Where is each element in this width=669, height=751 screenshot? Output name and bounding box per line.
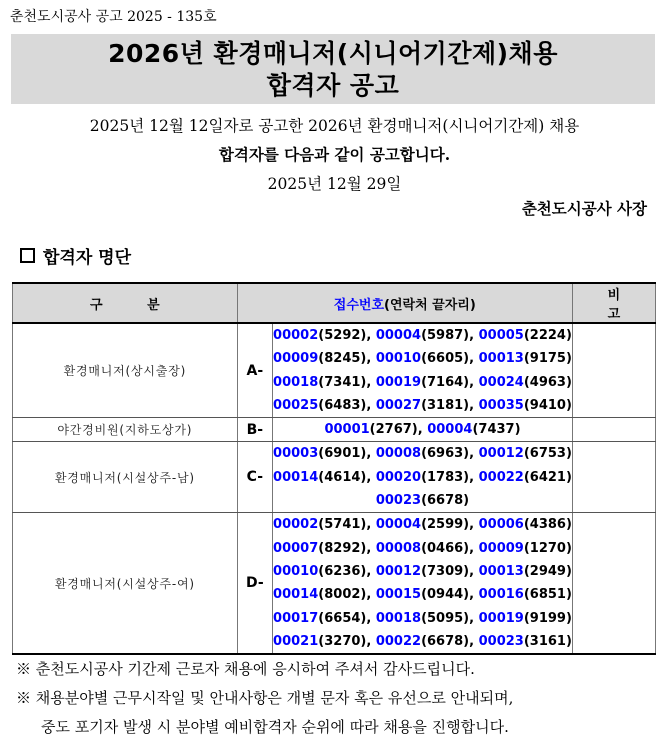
receipt-number: 00022 (478, 469, 524, 485)
receipt-number: 00013 (478, 351, 524, 367)
applicant-line (273, 466, 572, 489)
division-cell: 환경매니저(상시출장) (13, 323, 238, 418)
contact-digits: (2767), (369, 422, 423, 438)
receipt-number: 00018 (273, 374, 319, 390)
applicant-list-cell (273, 418, 573, 442)
applicant-line (273, 418, 572, 441)
receipt-number: 00019 (375, 374, 422, 390)
receipt-number: 00016 (478, 587, 524, 603)
receipt-number: 00004 (375, 517, 422, 533)
receipt-number: 00006 (478, 517, 524, 533)
table-row (13, 323, 656, 418)
contact-digits: (2599), (421, 517, 475, 533)
contact-digits: (8292), (318, 540, 372, 556)
contact-digits: (3161) (523, 633, 572, 649)
intro-line-2: 합격자를 다음과 같이 공고합니다. (218, 145, 451, 164)
receipt-number: 00012 (375, 563, 422, 579)
section-heading (20, 243, 131, 268)
footer-notes (16, 655, 513, 742)
contact-digits: (6678) (421, 493, 470, 509)
applicant-line (273, 324, 572, 347)
note-notice-continued: 중도 포기자 발생 시 분야별 예비합격자 순위에 따라 채용을 진행합니다. (41, 718, 509, 736)
receipt-number: 00023 (478, 633, 524, 649)
division-cell: 야간경비원(지하도상가) (13, 418, 238, 442)
contact-digits: (9410) (523, 397, 572, 413)
table-row (13, 442, 656, 513)
receipt-number: 00019 (478, 610, 524, 626)
contact-digits: (9199) (523, 610, 572, 626)
contact-digits: (1783), (421, 469, 475, 485)
table-row (13, 513, 656, 654)
applicant-line (273, 442, 572, 465)
applicant-line (273, 560, 572, 583)
receipt-number: 00002 (273, 517, 319, 533)
receipt-number: 00007 (273, 540, 319, 556)
header-contact-label: (연락처 끝자리) (384, 297, 476, 313)
receipt-number: 00002 (273, 328, 319, 343)
note-cell (572, 513, 655, 654)
contact-digits: (6236), (318, 563, 372, 579)
applicant-line (273, 607, 572, 630)
contact-digits: (8245), (318, 351, 372, 367)
contact-digits: (6901), (318, 446, 372, 462)
contact-digits: (6654), (318, 610, 372, 626)
contact-digits: (6851) (523, 587, 572, 603)
receipt-number: 00023 (375, 493, 422, 509)
receipt-number: 00035 (478, 397, 524, 413)
contact-digits: (2224) (523, 328, 572, 343)
receipt-number: 00004 (375, 328, 422, 343)
header-division: 구 분 (13, 283, 238, 323)
announcement-date: 2025년 12월 29일 (267, 175, 402, 193)
header-receipt-number-label: 접수번호 (333, 297, 385, 313)
contact-digits: (7164), (421, 374, 475, 390)
contact-digits: (3270), (318, 633, 372, 649)
receipt-number: 00001 (324, 422, 370, 438)
contact-digits: (6963), (421, 446, 475, 462)
receipt-number: 00017 (273, 610, 319, 626)
note-cell (572, 418, 655, 442)
applicant-line (273, 513, 572, 536)
contact-digits: (2949) (523, 563, 572, 579)
receipt-number: 00018 (375, 610, 422, 626)
contact-digits: (7309), (421, 563, 475, 579)
document-number: 춘천도시공사 공고 2025 - 135호 (10, 9, 217, 25)
receipt-number: 00013 (478, 563, 524, 579)
receipt-number: 00024 (478, 374, 524, 390)
group-code-cell: B- (237, 418, 272, 442)
applicant-line (273, 630, 572, 653)
group-code-cell: D- (237, 513, 272, 654)
result-table (12, 282, 656, 655)
contact-digits: (1270) (523, 540, 572, 556)
group-code-cell: A- (237, 323, 272, 418)
applicant-line (273, 394, 572, 417)
applicant-line (273, 489, 572, 512)
contact-digits: (0944), (421, 587, 475, 603)
receipt-number: 00009 (273, 351, 319, 367)
contact-digits: (6605), (421, 351, 475, 367)
section-heading-label: 합격자 명단 (43, 248, 132, 268)
note-cell (572, 442, 655, 513)
receipt-number: 00008 (375, 446, 422, 462)
contact-digits: (7437) (472, 422, 521, 438)
contact-digits: (4386) (523, 517, 572, 533)
receipt-number: 00009 (478, 540, 524, 556)
contact-digits: (3181), (421, 397, 475, 413)
contact-digits: (6753) (523, 446, 572, 462)
note-notice: ※ 채용분야별 근무시작일 및 안내사항은 개별 문자 혹은 유선으로 안내되며, (16, 689, 514, 707)
applicant-line (273, 583, 572, 606)
applicant-line (273, 371, 572, 394)
receipt-number: 00004 (427, 422, 473, 438)
contact-digits: (5292), (318, 328, 372, 343)
receipt-number: 00014 (273, 469, 319, 485)
checkbox-square-icon (20, 248, 35, 263)
contact-digits: (7341), (318, 374, 372, 390)
receipt-number: 00014 (273, 587, 319, 603)
contact-digits: (0466), (421, 540, 475, 556)
header-receipt-number (237, 283, 572, 323)
intro-line-1: 2025년 12월 12일자로 공고한 2026년 환경매니저(시니어기간제) 채용 (89, 117, 580, 135)
contact-digits: (6421) (523, 469, 572, 485)
division-cell: 환경매니저(시설상주-여) (13, 513, 238, 654)
contact-digits: (8002), (318, 587, 372, 603)
receipt-number: 00005 (478, 328, 524, 343)
applicant-list-cell (273, 442, 573, 513)
receipt-number: 00020 (375, 469, 422, 485)
receipt-number: 00003 (273, 446, 319, 462)
receipt-number: 00012 (478, 446, 524, 462)
table-row (13, 418, 656, 442)
receipt-number: 00010 (375, 351, 422, 367)
receipt-number: 00027 (375, 397, 422, 413)
note-thanks: ※ 춘천도시공사 기간제 근로자 채용에 응시하여 주셔서 감사드립니다. (16, 660, 475, 678)
applicant-line (273, 347, 572, 370)
receipt-number: 00022 (375, 633, 422, 649)
contact-digits: (4963) (523, 374, 572, 390)
contact-digits: (6678), (421, 633, 475, 649)
contact-digits: (4614), (318, 469, 372, 485)
signature: 춘천도시공사 사장 (521, 199, 647, 218)
applicant-line (273, 537, 572, 560)
header-note: 비 고 (572, 283, 655, 323)
receipt-number: 00010 (273, 563, 319, 579)
receipt-number: 00021 (273, 633, 319, 649)
contact-digits: (6483), (318, 397, 372, 413)
note-cell (572, 323, 655, 418)
receipt-number: 00025 (273, 397, 319, 413)
group-code-cell: C- (237, 442, 272, 513)
division-cell: 환경매니저(시설상주-남) (13, 442, 238, 513)
contact-digits: (5987), (421, 328, 475, 343)
receipt-number: 00008 (375, 540, 422, 556)
title-banner (11, 34, 655, 104)
table-header-row (13, 283, 656, 323)
contact-digits: (5095), (421, 610, 475, 626)
title-line-1: 2026년 환경매니저(시니어기간제)채용 (108, 39, 558, 68)
applicant-list-cell (273, 323, 573, 418)
title-line-2: 합격자 공고 (266, 71, 400, 100)
contact-digits: (9175) (523, 351, 572, 367)
contact-digits: (5741), (318, 517, 372, 533)
applicant-list-cell (273, 513, 573, 654)
receipt-number: 00015 (375, 587, 422, 603)
